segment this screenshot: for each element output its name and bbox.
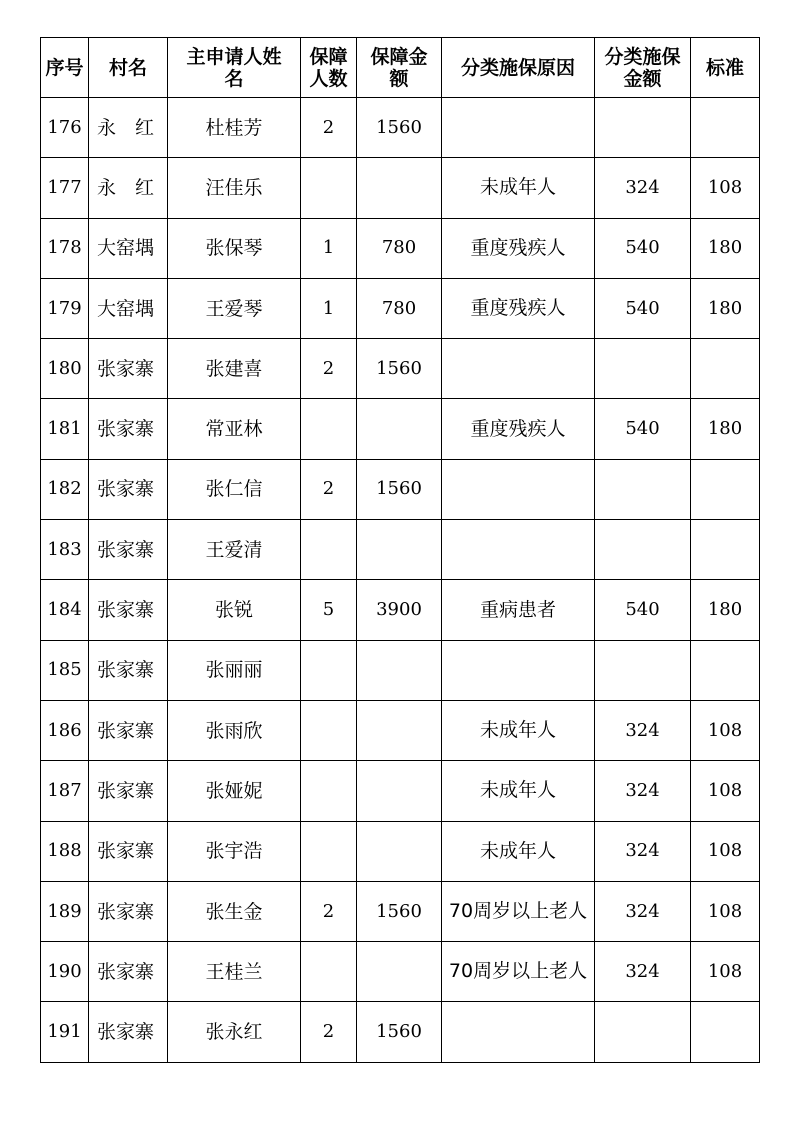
cell-amount: 1560 (357, 98, 442, 158)
cell-amount (357, 399, 442, 459)
table-row (41, 700, 760, 760)
cell-village: 大窑堣 (89, 218, 168, 278)
cell-village: 张家寨 (89, 339, 168, 399)
cell-village: 张家寨 (89, 580, 168, 640)
cell-reason (442, 520, 595, 580)
table-row (41, 881, 760, 941)
cell-reason (442, 339, 595, 399)
header-village: 村名 (89, 38, 168, 98)
cell-amount (357, 520, 442, 580)
cell-applicant-name: 张娅妮 (168, 761, 301, 821)
cell-applicant-name: 张丽丽 (168, 640, 301, 700)
cell-class-amount (595, 1002, 691, 1062)
table-row (41, 580, 760, 640)
cell-standard (691, 459, 760, 519)
cell-amount: 3900 (357, 580, 442, 640)
header-amount: 保障金额 (357, 38, 442, 98)
cell-count (301, 640, 357, 700)
cell-village: 张家寨 (89, 520, 168, 580)
cell-reason (442, 640, 595, 700)
cell-no: 191 (41, 1002, 89, 1062)
cell-amount (357, 700, 442, 760)
header-count: 保障人数 (301, 38, 357, 98)
cell-amount (357, 640, 442, 700)
cell-applicant-name: 张保琴 (168, 218, 301, 278)
cell-standard: 108 (691, 158, 760, 218)
cell-village: 张家寨 (89, 640, 168, 700)
cell-count (301, 821, 357, 881)
table-row (41, 640, 760, 700)
cell-amount: 1560 (357, 1002, 442, 1062)
cell-no: 179 (41, 278, 89, 338)
cell-class-amount: 540 (595, 278, 691, 338)
cell-applicant-name: 张生金 (168, 881, 301, 941)
cell-standard: 108 (691, 700, 760, 760)
cell-reason (442, 98, 595, 158)
cell-applicant-name: 张宇浩 (168, 821, 301, 881)
cell-amount: 1560 (357, 459, 442, 519)
table-row (41, 98, 760, 158)
table-row (41, 158, 760, 218)
cell-count: 2 (301, 339, 357, 399)
cell-amount: 780 (357, 218, 442, 278)
cell-count: 2 (301, 881, 357, 941)
cell-village: 张家寨 (89, 700, 168, 760)
cell-count: 2 (301, 1002, 357, 1062)
cell-count (301, 761, 357, 821)
cell-count: 5 (301, 580, 357, 640)
table-row (41, 761, 760, 821)
cell-standard: 108 (691, 881, 760, 941)
cell-applicant-name: 王桂兰 (168, 942, 301, 1002)
cell-no: 177 (41, 158, 89, 218)
cell-standard: 180 (691, 580, 760, 640)
cell-class-amount (595, 339, 691, 399)
cell-reason: 未成年人 (442, 158, 595, 218)
cell-amount (357, 942, 442, 1002)
cell-standard: 108 (691, 821, 760, 881)
cell-village: 永 红 (89, 158, 168, 218)
cell-standard (691, 520, 760, 580)
cell-class-amount: 540 (595, 580, 691, 640)
cell-reason: 未成年人 (442, 821, 595, 881)
cell-amount (357, 158, 442, 218)
cell-village: 张家寨 (89, 821, 168, 881)
cell-village: 张家寨 (89, 761, 168, 821)
cell-no: 180 (41, 339, 89, 399)
cell-count (301, 942, 357, 1002)
table-row (41, 1002, 760, 1062)
header-row (41, 38, 760, 98)
cell-village: 张家寨 (89, 399, 168, 459)
cell-no: 183 (41, 520, 89, 580)
cell-class-amount (595, 640, 691, 700)
cell-applicant-name: 张建喜 (168, 339, 301, 399)
cell-count: 1 (301, 278, 357, 338)
table-row (41, 278, 760, 338)
cell-no: 184 (41, 580, 89, 640)
cell-applicant-name: 张永红 (168, 1002, 301, 1062)
header-applicant-name: 主申请人姓名 (168, 38, 301, 98)
cell-no: 190 (41, 942, 89, 1002)
cell-count: 2 (301, 98, 357, 158)
cell-standard: 108 (691, 942, 760, 1002)
cell-count: 1 (301, 218, 357, 278)
cell-amount: 780 (357, 278, 442, 338)
cell-applicant-name: 王爱琴 (168, 278, 301, 338)
cell-class-amount: 324 (595, 700, 691, 760)
cell-village: 张家寨 (89, 1002, 168, 1062)
cell-standard: 180 (691, 218, 760, 278)
cell-count (301, 520, 357, 580)
table-row (41, 399, 760, 459)
cell-reason (442, 459, 595, 519)
cell-class-amount: 324 (595, 158, 691, 218)
table-row (41, 942, 760, 1002)
cell-reason: 未成年人 (442, 761, 595, 821)
cell-class-amount: 324 (595, 942, 691, 1002)
cell-village: 张家寨 (89, 459, 168, 519)
cell-reason (442, 1002, 595, 1062)
cell-no: 178 (41, 218, 89, 278)
cell-no: 185 (41, 640, 89, 700)
cell-standard: 180 (691, 399, 760, 459)
cell-no: 182 (41, 459, 89, 519)
cell-reason: 未成年人 (442, 700, 595, 760)
cell-standard (691, 339, 760, 399)
cell-amount: 1560 (357, 881, 442, 941)
cell-reason: 重病患者 (442, 580, 595, 640)
cell-count (301, 700, 357, 760)
cell-class-amount: 324 (595, 821, 691, 881)
cell-village: 大窑堣 (89, 278, 168, 338)
cell-amount (357, 821, 442, 881)
cell-reason: 重度残疾人 (442, 218, 595, 278)
cell-count: 2 (301, 459, 357, 519)
cell-count (301, 399, 357, 459)
header-standard: 标准 (691, 38, 760, 98)
cell-village: 张家寨 (89, 942, 168, 1002)
cell-standard (691, 640, 760, 700)
cell-applicant-name: 常亚林 (168, 399, 301, 459)
cell-class-amount: 540 (595, 218, 691, 278)
cell-amount: 1560 (357, 339, 442, 399)
cell-village: 张家寨 (89, 881, 168, 941)
header-reason: 分类施保原因 (442, 38, 595, 98)
cell-reason: 70周岁以上老人 (442, 942, 595, 1002)
cell-no: 188 (41, 821, 89, 881)
cell-count (301, 158, 357, 218)
cell-applicant-name: 张仁信 (168, 459, 301, 519)
cell-village: 永 红 (89, 98, 168, 158)
cell-standard: 108 (691, 761, 760, 821)
table-row (41, 821, 760, 881)
table-row (41, 339, 760, 399)
table-row (41, 520, 760, 580)
cell-class-amount: 324 (595, 881, 691, 941)
cell-class-amount: 540 (595, 399, 691, 459)
cell-standard: 180 (691, 278, 760, 338)
cell-applicant-name: 王爱清 (168, 520, 301, 580)
cell-no: 189 (41, 881, 89, 941)
cell-amount (357, 761, 442, 821)
relief-table (40, 37, 760, 1063)
cell-applicant-name: 张雨欣 (168, 700, 301, 760)
cell-no: 186 (41, 700, 89, 760)
cell-reason: 重度残疾人 (442, 278, 595, 338)
cell-applicant-name: 张锐 (168, 580, 301, 640)
cell-reason: 70周岁以上老人 (442, 881, 595, 941)
cell-no: 187 (41, 761, 89, 821)
cell-class-amount (595, 98, 691, 158)
cell-standard (691, 1002, 760, 1062)
cell-applicant-name: 汪佳乐 (168, 158, 301, 218)
header-class-amount: 分类施保金额 (595, 38, 691, 98)
table-row (41, 218, 760, 278)
cell-no: 176 (41, 98, 89, 158)
table-body (41, 98, 760, 1063)
cell-standard (691, 98, 760, 158)
cell-applicant-name: 杜桂芳 (168, 98, 301, 158)
cell-class-amount: 324 (595, 761, 691, 821)
cell-reason: 重度残疾人 (442, 399, 595, 459)
table-row (41, 459, 760, 519)
cell-no: 181 (41, 399, 89, 459)
header-no: 序号 (41, 38, 89, 98)
cell-class-amount (595, 459, 691, 519)
cell-class-amount (595, 520, 691, 580)
